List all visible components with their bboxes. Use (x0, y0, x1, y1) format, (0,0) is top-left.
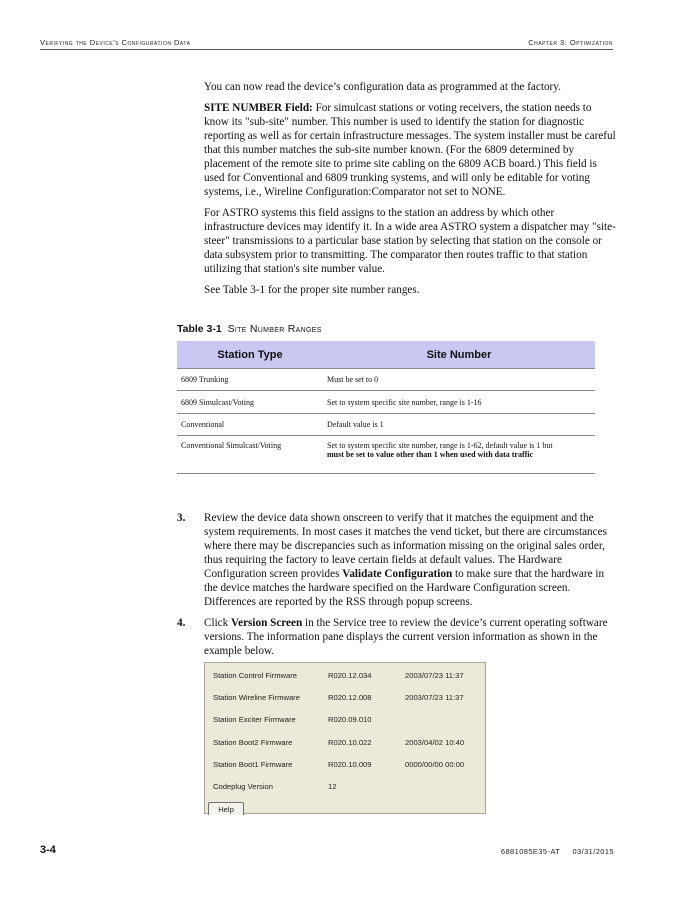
firmware-name: Codeplug Version (213, 782, 273, 791)
validate-configuration-term: Validate Configuration (342, 568, 453, 580)
version-row (205, 671, 485, 683)
site-number-cell: Set to system specific site number, range is 1-16 (323, 391, 595, 414)
site-number-ranges-table (177, 341, 595, 474)
firmware-version: R020.12.034 (328, 671, 372, 680)
firmware-date: 2003/07/23 11:37 (405, 693, 464, 702)
intro-text (204, 80, 616, 304)
document-id: 6881085E35-AT 03/31/2015 (500, 847, 614, 856)
site-number-label: SITE NUMBER Field: (204, 102, 313, 114)
running-header-left: Verifying the Device's Configuration Data (40, 38, 191, 47)
station-type-cell: 6809 Trunking (177, 369, 323, 391)
firmware-name: Station Boot2 Firmware (213, 738, 293, 747)
table-header-row (177, 341, 595, 369)
firmware-version: R020.10.009 (328, 760, 372, 769)
station-type-cell: Conventional Simulcast/Voting (177, 436, 323, 474)
running-header-right: Chapter 3: Optimization (528, 38, 613, 47)
firmware-name: Station Control Firmware (213, 671, 297, 680)
step-number: 4. (177, 617, 186, 629)
step-text: Review the device data shown onscreen to verify that it matches the equipment and the system requirements. In most cases it matches the vend ticket, but there are circumstances where there may be discrepancies such as information missing on the original sales order, thus requiring the factory to leave certain fields at default values. The Hardware Configuration screen provides Validate Configuration to make sure that the hardware in the device matches the hardware specified on the Hardware Configuration screen. Differences are reported by the RSS through popup screens. (204, 512, 607, 608)
firmware-name: Station Wireline Firmware (213, 693, 300, 702)
intro-paragraph-1: You can now read the device’s configuration data as programmed at the factory. (204, 81, 561, 93)
firmware-version: 12 (328, 782, 337, 791)
site-number-note: must be set to value other than 1 when used with data traffic (327, 450, 534, 459)
page-number: 3-4 (40, 844, 56, 856)
table-label: Table 3-1 (177, 323, 222, 335)
site-number-cell: Must be set to 0 (323, 369, 595, 391)
table-row (177, 414, 595, 436)
firmware-name: Station Exciter Firmware (213, 715, 296, 724)
firmware-name: Station Boot1 Firmware (213, 760, 293, 769)
site-number-cell (323, 436, 595, 474)
table-row (177, 436, 595, 474)
site-number-text: For simulcast stations or voting receivers, the station needs to know its "sub-site" number. This number is used to identify the station for diagnostic reporting as well as for certain infrastructure messages. The system installer must be careful that this number matches the sub-site number known. (For the 6809 determined by placement of the remote site to prime site cabling on the 6809 ACB board.) This field is used for Conventional and 6809 trunking systems, and will only be editable for voting systems, i.e., Wireline Configuration:Comparator not set to NONE. (204, 102, 616, 198)
header-rule (40, 49, 613, 50)
table-row (177, 391, 595, 414)
astro-paragraph: For ASTRO systems this field assigns to the station an address by which other infrastructure devices may identify it. In a wide area ASTRO system a dispatcher may "site-steer" transmissions to a particular base station by selecting that station on the console or data subsystem prior to transmitting. The comparator then routes traffic to that station utilizing that station's site number value. (204, 207, 616, 275)
version-row (205, 738, 485, 750)
version-screen-term: Version Screen (231, 617, 303, 629)
version-row (205, 782, 485, 794)
header-station-type: Station Type (177, 341, 323, 369)
firmware-date: 0000/00/00 00:00 (405, 760, 465, 769)
firmware-version: R020.12.008 (328, 693, 372, 702)
table-title: Site Number Ranges (227, 323, 322, 335)
header-site-number: Site Number (323, 341, 595, 369)
step-number: 3. (177, 512, 186, 524)
step-4 (177, 616, 617, 658)
station-type-cell: Conventional (177, 414, 323, 436)
version-row (205, 715, 485, 727)
help-tab-button[interactable]: Help (208, 802, 244, 815)
see-table-paragraph: See Table 3-1 for the proper site number ranges. (204, 284, 420, 296)
station-type-cell: 6809 Simulcast/Voting (177, 391, 323, 414)
site-number-paragraph (204, 101, 616, 199)
table-row (177, 369, 595, 391)
step-text: Click Version Screen in the Service tree to review the device’s current operating software versions. The information pane displays the current version information as shown in the example below. (204, 617, 608, 657)
version-screen-panel (204, 662, 486, 814)
firmware-date: 2003/07/23 11:37 (405, 671, 464, 680)
site-number-cell: Default value is 1 (323, 414, 595, 436)
version-row (205, 760, 485, 772)
table-caption (177, 323, 322, 335)
firmware-version: R020.10.022 (328, 738, 372, 747)
firmware-version: R020.09.010 (328, 715, 372, 724)
step-3 (177, 511, 617, 609)
firmware-date: 2003/04/02 10:40 (405, 738, 465, 747)
version-row (205, 693, 485, 705)
site-number-text: Set to system specific site number, range is 1-62, default value is 1 but (327, 441, 553, 450)
